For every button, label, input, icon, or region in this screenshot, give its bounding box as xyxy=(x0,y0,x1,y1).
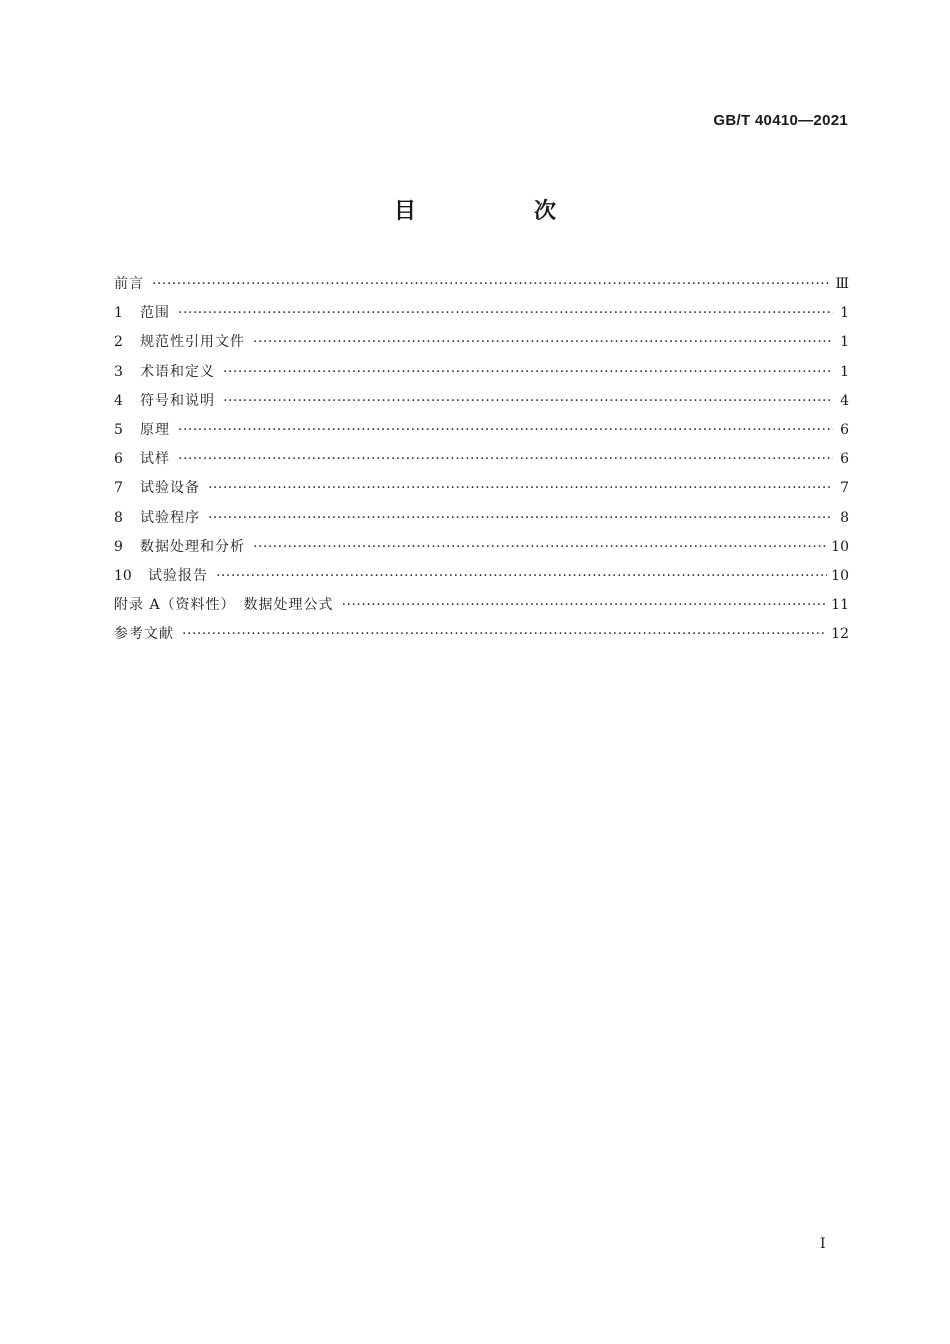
dot-leader xyxy=(182,620,827,649)
page-title: 目 次 xyxy=(393,199,604,224)
toc-entry-label: 试验程序 xyxy=(140,509,200,526)
dot-leader xyxy=(178,416,833,445)
toc-entry-label: 附录 A（资料性） 数据处理公式 xyxy=(114,597,334,614)
toc-entry-page: 4 xyxy=(840,392,849,409)
toc-entry-number: 7 xyxy=(114,480,123,497)
toc-entry-page: 1 xyxy=(840,363,849,380)
dot-leader xyxy=(253,533,827,562)
toc-entry-page: 6 xyxy=(840,451,849,468)
toc-entry-number: 4 xyxy=(114,392,123,409)
toc-entry-number: 9 xyxy=(114,538,123,555)
toc-entry-label: 符号和说明 xyxy=(140,392,215,409)
toc-entry-page: 1 xyxy=(840,305,849,322)
toc-entry-page: 12 xyxy=(831,626,849,643)
dot-leader xyxy=(178,299,833,328)
toc-entry-8[interactable] xyxy=(114,504,849,533)
toc-entry-label: 试验设备 xyxy=(140,480,200,497)
toc-entry-3[interactable] xyxy=(114,358,849,387)
dot-leader xyxy=(216,562,827,591)
toc-entry-number: 5 xyxy=(114,421,123,438)
toc-entry-label: 术语和定义 xyxy=(140,363,215,380)
toc-entry-page: 11 xyxy=(831,597,849,614)
toc-entry-label: 试样 xyxy=(140,451,170,468)
dot-leader xyxy=(152,270,831,299)
toc-entry-6[interactable] xyxy=(114,445,849,474)
page-number: Ⅰ xyxy=(820,1236,826,1252)
toc-entry-label: 范围 xyxy=(140,305,170,322)
toc-entry-page: 7 xyxy=(840,480,849,497)
toc-entry-page: Ⅲ xyxy=(835,276,849,292)
toc-entry-label: 规范性引用文件 xyxy=(140,334,245,351)
dot-leader xyxy=(223,387,833,416)
dot-leader xyxy=(208,474,833,503)
toc-entry-number: 8 xyxy=(114,509,123,526)
dot-leader xyxy=(342,591,828,620)
dot-leader xyxy=(178,445,833,474)
standard-code: GB/T 40410—2021 xyxy=(713,112,848,129)
toc-entry-number: 10 xyxy=(114,567,132,584)
toc-entry-appendix-a[interactable] xyxy=(114,591,849,620)
toc-entry-label: 参考文献 xyxy=(114,626,174,643)
toc-entry-2[interactable] xyxy=(114,328,849,357)
toc-entry-number: 2 xyxy=(114,334,123,351)
toc-entry-9[interactable] xyxy=(114,533,849,562)
toc-entry-10[interactable] xyxy=(114,562,849,591)
toc-entry-7[interactable] xyxy=(114,474,849,503)
toc-entry-label: 前言 xyxy=(114,276,144,292)
toc-entry-page: 1 xyxy=(840,334,849,351)
toc-entry-page: 8 xyxy=(840,509,849,526)
toc-entry-5[interactable] xyxy=(114,416,849,445)
toc-entry-page: 6 xyxy=(840,421,849,438)
toc-entry-4[interactable] xyxy=(114,387,849,416)
dot-leader xyxy=(253,328,833,357)
toc-entry-number: 6 xyxy=(114,451,123,468)
toc-entry-page: 10 xyxy=(831,567,849,584)
toc-entry-label: 原理 xyxy=(140,421,170,438)
dot-leader xyxy=(208,504,833,533)
toc-entry-page: 10 xyxy=(831,538,849,555)
toc-entry-label: 试验报告 xyxy=(148,567,208,584)
toc-entry-foreword[interactable] xyxy=(114,270,849,299)
table-of-contents xyxy=(114,270,849,649)
toc-entry-number: 1 xyxy=(114,305,123,322)
dot-leader xyxy=(223,358,833,387)
toc-entry-number: 3 xyxy=(114,363,123,380)
toc-entry-label: 数据处理和分析 xyxy=(140,538,245,555)
toc-entry-references[interactable] xyxy=(114,620,849,649)
toc-entry-1[interactable] xyxy=(114,299,849,328)
